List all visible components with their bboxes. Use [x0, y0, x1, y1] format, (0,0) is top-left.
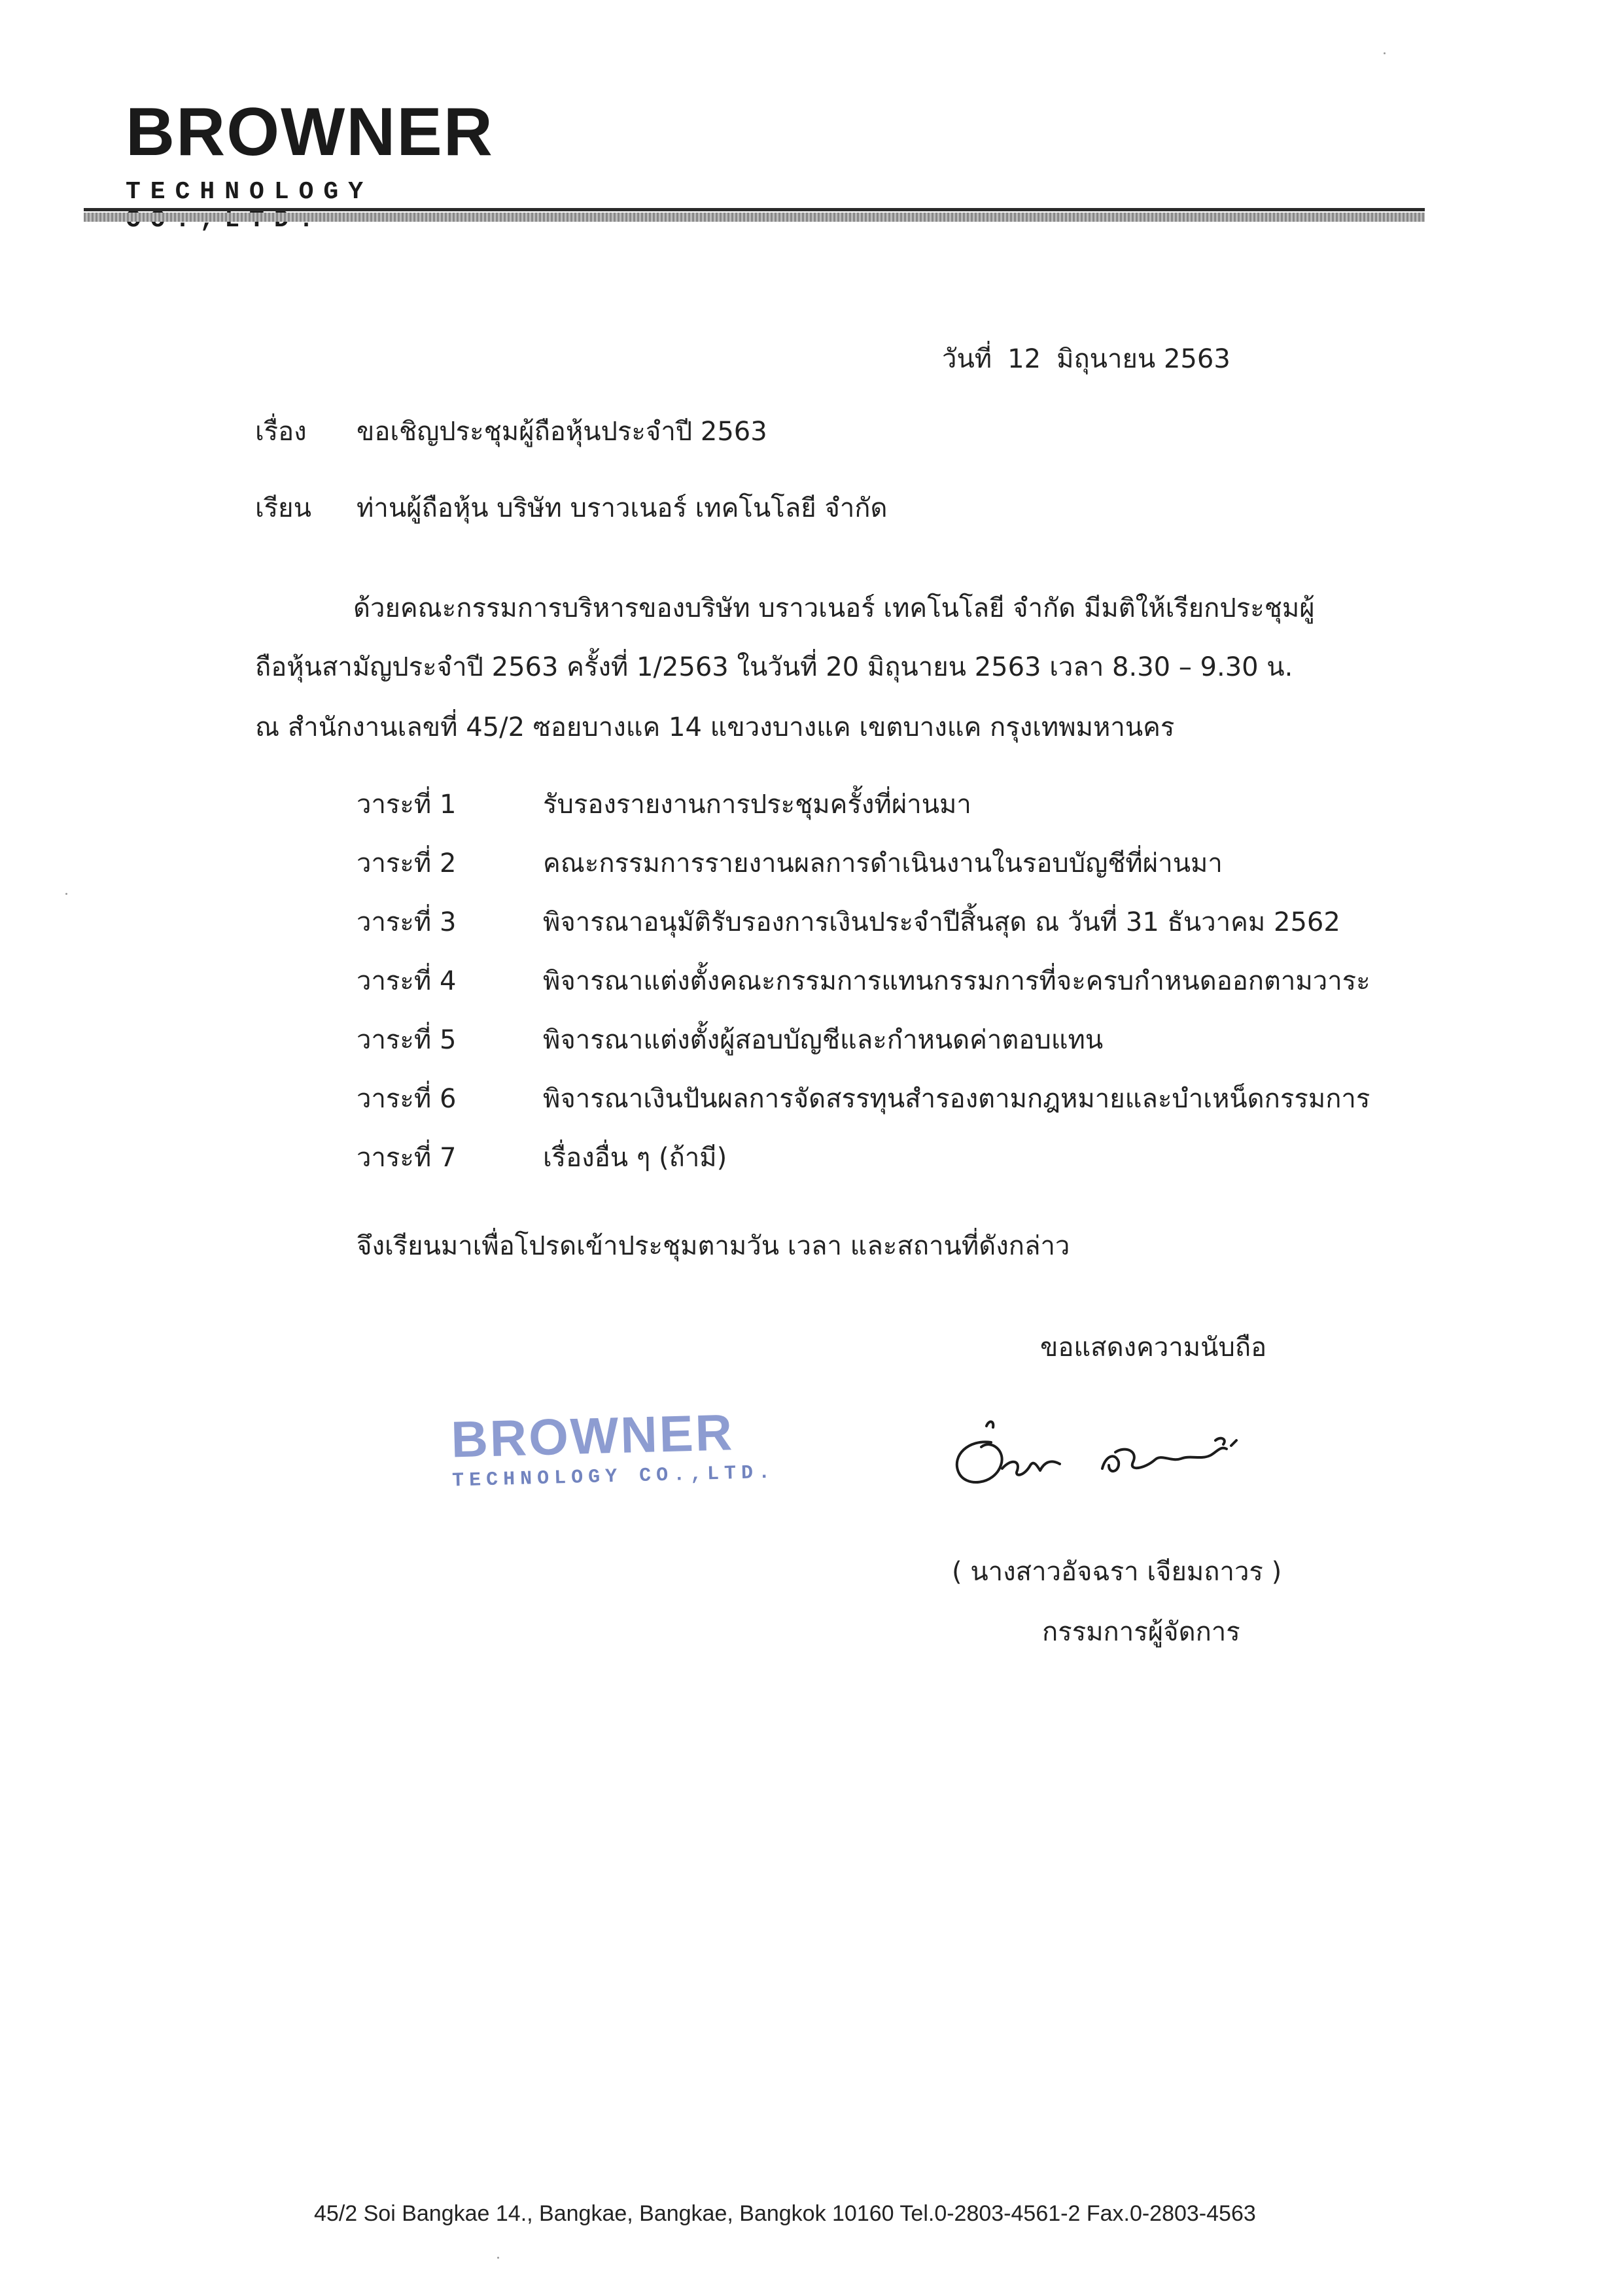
subject-text: ขอเชิญประชุมผู้ถือหุ้นประจำปี 2563	[357, 417, 767, 447]
stamp-company-name: BROWNER	[450, 1403, 735, 1469]
agenda-number: วาระที่ 6	[357, 1084, 457, 1114]
agenda-number: วาระที่ 1	[357, 790, 457, 820]
agenda-text: พิจารณาแต่งตั้งคณะกรรมการแทนกรรมการที่จะครบกำหนดออกตามวาระ	[543, 966, 1370, 996]
letter-date	[942, 343, 1230, 375]
logo-subtitle: TECHNOLOGY	[126, 178, 374, 206]
agenda-number: วาระที่ 2	[357, 848, 457, 878]
footer-address: 45/2 Soi Bangkae 14., Bangkae, Bangkae, Bangkok 10160 Tel.0-2803-4561-2 Fax.0-2803-4563	[314, 2201, 1256, 2226]
scan-speck	[65, 893, 67, 895]
scan-speck	[497, 2257, 499, 2259]
signer-name: ( นางสาวอัจฉรา เจียมถาวร )	[952, 1557, 1282, 1587]
header-rule	[84, 208, 1425, 211]
agenda-number: วาระที่ 4	[357, 966, 457, 996]
closing-sentence: จึงเรียนมาเพื่อโปรดเข้าประชุมตามวัน เวลา และสถานที่ดังกล่าว	[357, 1231, 1070, 1261]
body-line-1: ด้วยคณะกรรมการบริหารของบริษัท บราวเนอร์ เทคโนโลยี จำกัด มีมติให้เรียกประชุมผู้	[353, 593, 1315, 623]
agenda-text: รับรองรายงานการประชุมครั้งที่ผ่านมา	[543, 790, 971, 820]
handwritten-signature	[929, 1400, 1335, 1505]
scan-speck	[1384, 52, 1386, 54]
body-line-3: ณ สำนักงานเลขที่ 45/2 ซอยบางแค 14 แขวงบางแค เขตบางแค กรุงเทพมหานคร	[255, 712, 1175, 742]
regards-text: ขอแสดงความนับถือ	[1040, 1332, 1267, 1363]
header-rule-band	[84, 213, 1425, 222]
company-stamp	[451, 1405, 780, 1492]
subject-label: เรื่อง	[255, 417, 307, 447]
agenda-text: พิจารณาเงินปันผลการจัดสรรทุนสำรองตามกฎหมายและบำเหน็ดกรรมการ	[543, 1084, 1370, 1114]
date-label: วันที่	[942, 344, 992, 374]
agenda-text: พิจารณาแต่งตั้งผู้สอบบัญชีและกำหนดค่าตอบแทน	[543, 1025, 1104, 1055]
stamp-subtitle: TECHNOLOGY CO.,LTD.	[451, 1461, 776, 1493]
agenda-text: คณะกรรมการรายงานผลการดำเนินงานในรอบบัญชีที่ผ่านมา	[543, 848, 1223, 878]
agenda-number: วาระที่ 3	[357, 907, 457, 937]
agenda-number: วาระที่ 5	[357, 1025, 457, 1055]
agenda-number: วาระที่ 7	[357, 1143, 457, 1173]
logo-company-name: BROWNER	[126, 94, 494, 170]
agenda-text: เรื่องอื่น ๆ (ถ้ามี)	[543, 1143, 727, 1173]
date-day: 12	[1007, 344, 1041, 374]
body-line-2: ถือหุ้นสามัญประจำปี 2563 ครั้งที่ 1/2563 ในวันที่ 20 มิถุนายน 2563 เวลา 8.30 – 9.30 น.	[255, 652, 1293, 682]
signer-position: กรรมการผู้จัดการ	[1042, 1617, 1240, 1647]
agenda-text: พิจารณาอนุมัติรับรองการเงินประจำปีสิ้นสุด ณ วันที่ 31 ธันวาคม 2562	[543, 907, 1340, 937]
recipient-label: เรียน	[255, 493, 311, 523]
recipient-text: ท่านผู้ถือหุ้น บริษัท บราวเนอร์ เทคโนโลยี จำกัด	[357, 493, 888, 523]
date-month-year: มิถุนายน 2563	[1056, 344, 1230, 374]
